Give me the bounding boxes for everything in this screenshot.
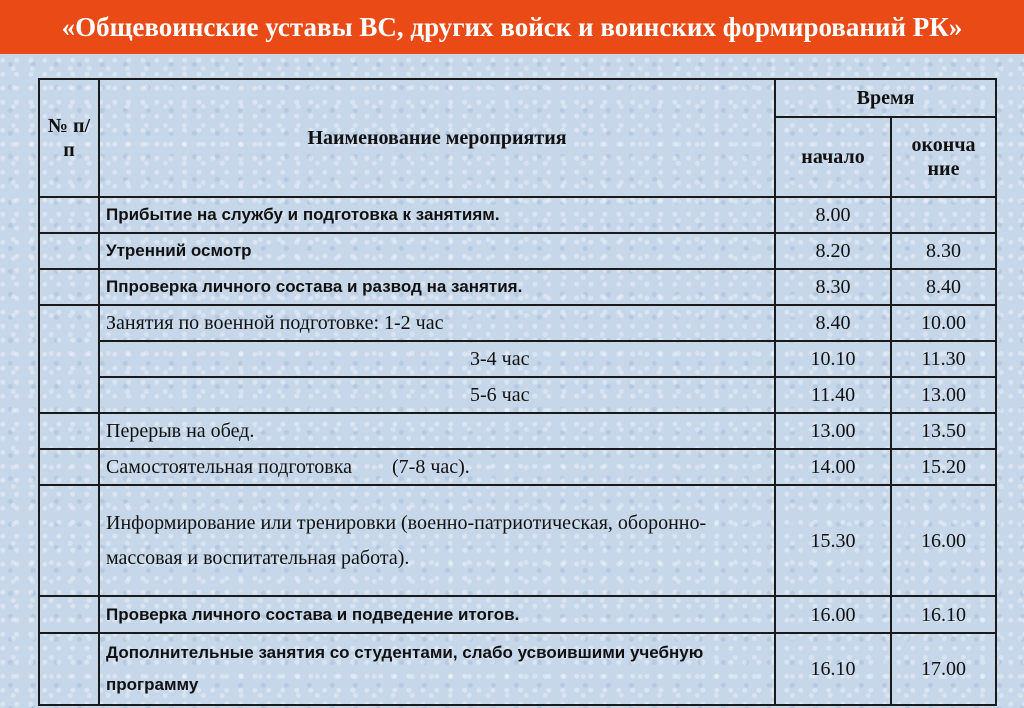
row-name: 3-4 час: [99, 341, 775, 377]
header-start: начало: [775, 117, 891, 197]
table-row: [39, 341, 996, 377]
row-name: Ппроверка личного состава и развод на занятия.: [99, 269, 775, 305]
row-name: Информирование или тренировки (военно-патриотическая, оборонно-массовая и воспитательная работа).: [99, 485, 775, 596]
row-num: [39, 305, 99, 413]
header-end: оконча ние: [891, 117, 996, 197]
row-name: Прибытие на службу и подготовка к занятиям.: [99, 197, 775, 233]
row-end: 10.00: [891, 305, 996, 341]
row-end: 13.50: [891, 413, 996, 449]
row-start: 10.10: [775, 341, 891, 377]
header-row: [39, 79, 996, 117]
row-start: 8.40: [775, 305, 891, 341]
row-name: Занятия по военной подготовке: 1-2 час: [99, 305, 775, 341]
row-start: 8.00: [775, 197, 891, 233]
row-num: [39, 233, 99, 269]
row-num: [39, 485, 99, 596]
table-row: [39, 377, 996, 413]
row-start: 16.00: [775, 596, 891, 633]
row-start: 15.30: [775, 485, 891, 596]
table-row: [39, 633, 996, 705]
table-row: [39, 449, 996, 485]
table-row: [39, 197, 996, 233]
header-time: Время: [775, 79, 996, 117]
row-num: [39, 596, 99, 633]
row-end: 11.30: [891, 341, 996, 377]
row-end: 15.20: [891, 449, 996, 485]
row-num: [39, 413, 99, 449]
row-num: [39, 197, 99, 233]
table-row: [39, 413, 996, 449]
row-num: [39, 449, 99, 485]
row-end: 17.00: [891, 633, 996, 705]
row-end: 16.10: [891, 596, 996, 633]
row-name: Проверка личного состава и подведение итогов.: [99, 596, 775, 633]
row-start: 16.10: [775, 633, 891, 705]
row-end: 8.40: [891, 269, 996, 305]
table-row: [39, 596, 996, 633]
row-name: Утренний осмотр: [99, 233, 775, 269]
table-row: [39, 233, 996, 269]
row-num: [39, 269, 99, 305]
schedule-table: [38, 78, 997, 706]
row-start: 11.40: [775, 377, 891, 413]
row-name: Самостоятельная подготовка (7-8 час).: [99, 449, 775, 485]
row-end: 13.00: [891, 377, 996, 413]
row-name: Дополнительные занятия со студентами, слабо усвоившими учебную программу: [99, 633, 775, 705]
row-end: [891, 197, 996, 233]
row-start: 14.00: [775, 449, 891, 485]
row-start: 8.20: [775, 233, 891, 269]
title-banner: [0, 0, 1024, 54]
page-title: «Общевоинские уставы ВС, других войск и воинских формирований РК»: [61, 11, 963, 42]
row-name: Перерыв на обед.: [99, 413, 775, 449]
row-start: 8.30: [775, 269, 891, 305]
header-name: Наименование мероприятия: [99, 79, 775, 197]
table-row: [39, 269, 996, 305]
table-row: [39, 485, 996, 596]
row-start: 13.00: [775, 413, 891, 449]
row-end: 8.30: [891, 233, 996, 269]
table-row: [39, 305, 996, 341]
row-end: 16.00: [891, 485, 996, 596]
row-name: 5-6 час: [99, 377, 775, 413]
row-num: [39, 633, 99, 705]
header-num: № п/п: [39, 79, 99, 197]
